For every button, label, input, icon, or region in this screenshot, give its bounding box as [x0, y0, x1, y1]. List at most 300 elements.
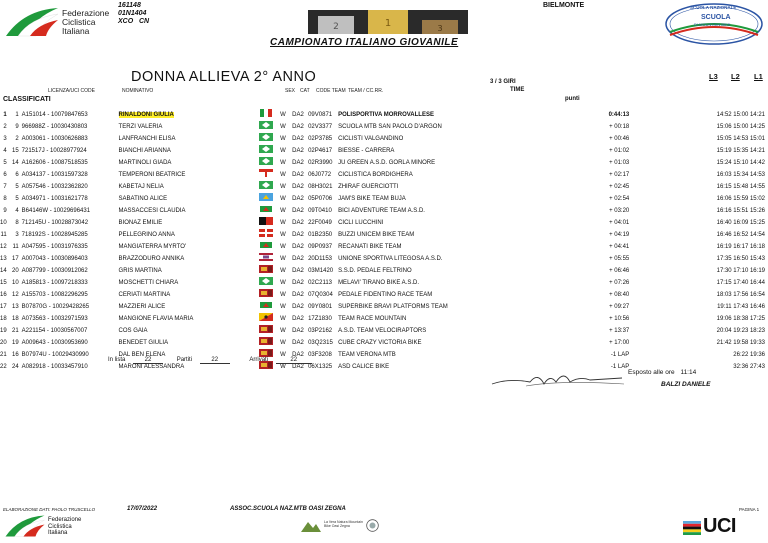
region-flag-icon	[259, 145, 273, 157]
position-cell: 7	[3, 183, 7, 190]
footer-fci-line-2: Ciclistica	[48, 523, 72, 530]
team-cell: BICI ADVENTURE TEAM A.S.D.	[338, 207, 425, 214]
table-row	[0, 265, 768, 277]
race-codes	[118, 2, 149, 26]
bib-cell: 6	[15, 171, 19, 178]
cat-cell: DA2	[292, 363, 304, 370]
time-cell: + 10:56	[609, 315, 630, 322]
licence-cell: A155703 - 10082296295	[21, 291, 88, 298]
cat-cell: DA2	[292, 123, 304, 130]
athlete-name: MARTINOLI GIADA	[118, 159, 172, 166]
licence-cell: B07974U - 10029430990	[21, 351, 89, 358]
time-cell: + 06:46	[609, 267, 630, 274]
bib-cell: 11	[12, 243, 19, 250]
position-cell: 12	[0, 243, 7, 250]
licence-cell: A221154 - 10030567007	[21, 327, 88, 334]
laps-cell: 15:05 14:53 15:01	[716, 135, 765, 142]
cat-cell: DA2	[292, 243, 304, 250]
athlete-name: PELLEGRINO ANNA	[118, 231, 175, 238]
table-row	[0, 229, 768, 241]
laps-cell: 16:46 16:52 14:54	[716, 231, 765, 238]
oasi-zegna-logo	[300, 519, 380, 539]
uci-logo	[683, 515, 765, 538]
flag-cell	[259, 241, 280, 253]
time-cell: -1 LAP	[610, 351, 630, 358]
lap-header-l3: L3	[709, 72, 718, 81]
region-flag-icon	[259, 217, 273, 229]
flag-cell	[259, 109, 280, 121]
sex-cell: W	[280, 159, 286, 166]
mountain-icon	[300, 519, 322, 533]
athlete-name: MOSCHETTI CHIARA	[118, 279, 179, 286]
time-label: TIME	[510, 87, 525, 93]
bib-cell: 13	[11, 303, 19, 310]
sex-cell: W	[280, 219, 286, 226]
name-cell	[119, 109, 260, 121]
footer-fci-line-1: Federazione	[48, 517, 82, 523]
name-cell	[119, 169, 260, 181]
licence-cell: B64146W - 10029696431	[21, 207, 91, 214]
svg-text:1: 1	[384, 18, 392, 29]
name-cell	[119, 145, 260, 157]
region-flag-icon	[259, 277, 273, 289]
table-row	[0, 121, 768, 133]
time-cell: + 07:26	[609, 279, 630, 286]
flag-cell	[259, 217, 280, 229]
fci-flag-mark-icon	[4, 6, 60, 38]
sex-cell: W	[280, 327, 286, 334]
bib-cell: 14	[11, 159, 19, 166]
team-code-cell: 06X1325	[308, 363, 333, 370]
team-code-cell: 17Z1830	[308, 315, 332, 322]
athlete-name: CERIATI MARTINA	[118, 291, 171, 298]
team-code-cell: 02R3990	[308, 159, 333, 166]
sex-cell: W	[280, 351, 286, 358]
team-cell: UNIONE SPORTIVA LITEGOSA A.S.D.	[338, 255, 443, 262]
team-cell: CUBE CRAZY VICTORIA BIKE	[338, 339, 422, 346]
bib-cell: 10	[11, 279, 19, 286]
round-seal-icon	[366, 519, 379, 532]
scuola-logo	[664, 2, 764, 46]
time-cell: + 02:45	[609, 183, 630, 190]
region-flag-icon	[259, 289, 273, 301]
sex-cell: W	[280, 183, 286, 190]
time-cell: + 04:41	[609, 243, 630, 250]
table-row	[0, 289, 768, 301]
fci-line-1: Federazione	[62, 8, 110, 18]
position-cell: 3	[3, 135, 7, 142]
sex-cell: W	[280, 195, 286, 202]
sex-cell: W	[280, 291, 286, 298]
time-cell: + 17:00	[609, 339, 630, 346]
time-cell: + 13:37	[609, 327, 630, 334]
position-cell: 4	[3, 147, 7, 154]
position-cell: 13	[0, 255, 7, 262]
athlete-name: MAZZIERI ALICE	[118, 303, 166, 310]
cat-cell: DA2	[292, 135, 304, 142]
footer-date: 17/07/2022	[127, 506, 158, 512]
bib-cell: 20	[11, 267, 19, 274]
cat-cell: DA2	[292, 279, 304, 286]
position-cell: 20	[0, 339, 7, 346]
position-cell: 5	[3, 159, 7, 166]
team-code-cell: 03Q2315	[308, 339, 333, 346]
bib-cell: 2	[15, 135, 19, 142]
cat-cell: DA2	[292, 207, 304, 214]
time-cell: + 02:54	[609, 195, 630, 202]
team-code-cell: 22F0049	[308, 219, 332, 226]
flag-cell	[259, 181, 280, 193]
time-cell: + 09:27	[609, 303, 630, 310]
licence-cell: A082918 - 10033457910	[21, 363, 88, 370]
athlete-name: TEMPERONI BEATRICE	[118, 171, 186, 178]
cat-cell: DA2	[292, 219, 304, 226]
team-cell: SUPERBIKE BRAVI PLATFORMS TEAM	[338, 303, 448, 310]
athlete-name: BRAZZODURO ANNIKA	[118, 255, 185, 262]
sex-cell: W	[280, 339, 286, 346]
name-cell	[119, 121, 260, 133]
cat-cell: DA2	[292, 351, 304, 358]
laps-cell: 17:30 17:10 16:19	[716, 267, 765, 274]
table-row	[0, 313, 768, 325]
licence-cell: A162606 - 10087518535	[21, 159, 88, 166]
team-cell: CICLISTICA BORDIGHERA	[338, 171, 413, 178]
time-cell: + 02:17	[609, 171, 630, 178]
laps-cell: 16:16 15:51 15:26	[716, 207, 765, 214]
laps-cell: 16:06 15:59 15:02	[716, 195, 765, 202]
flag-cell	[259, 313, 280, 325]
name-cell	[119, 193, 260, 205]
team-cell: RECANATI BIKE TEAM	[338, 243, 402, 250]
table-row	[0, 181, 768, 193]
region-flag-icon	[259, 241, 273, 253]
col-name: NOMINATIVO	[122, 88, 154, 94]
laps-cell: 16:03 15:34 14:53	[716, 171, 765, 178]
athlete-name: SABATINO ALICE	[118, 195, 168, 202]
licence-cell: A073563 - 10032971593	[21, 315, 88, 322]
team-cell: ZHIRAF GUERCIOTTI	[338, 183, 399, 190]
in-lista-value: 22	[133, 357, 163, 364]
flag-cell	[259, 337, 280, 349]
region-flag-icon	[259, 229, 273, 241]
laps-cell: 16:40 16:09 15:25	[716, 219, 765, 226]
region-flag-icon	[259, 313, 273, 325]
name-cell	[119, 181, 260, 193]
position-cell: 6	[3, 171, 7, 178]
athlete-name: DAL BEN ELENA	[118, 351, 166, 358]
team-cell: ASD CALICE BIKE	[338, 363, 390, 370]
cat-cell: DA2	[292, 327, 304, 334]
bib-cell: 1	[15, 111, 19, 118]
bib-cell: 5	[15, 195, 19, 202]
name-cell	[119, 157, 260, 169]
laps-label: 3 / 3 GIRI	[490, 79, 516, 85]
flag-cell	[259, 169, 280, 181]
flag-cell	[259, 289, 280, 301]
signature-image	[490, 368, 628, 390]
uci-text: UCI	[703, 515, 736, 537]
flag-cell	[259, 145, 280, 157]
table-row	[0, 337, 768, 349]
bib-cell: 12	[11, 291, 19, 298]
partiti-value: 22	[200, 357, 230, 364]
laps-cell: 16:15 15:48 14:55	[716, 183, 765, 190]
team-cell: CICLISTI VALGANDINO	[338, 135, 404, 142]
region-flag-icon	[259, 133, 273, 145]
name-cell	[119, 325, 260, 337]
sex-cell: W	[280, 255, 286, 262]
col-sex: SEX	[285, 88, 296, 94]
time-cell: + 05:55	[609, 255, 630, 262]
team-code-cell: 02V3377	[308, 123, 333, 130]
region-flag-icon	[259, 325, 273, 337]
laps-cell: 15:19 15:35 14:21	[716, 147, 765, 154]
flag-cell	[259, 133, 280, 145]
arrivati-value: 22	[276, 357, 312, 364]
position-cell: 22	[0, 363, 7, 370]
team-cell: BUZZI UNICEM BIKE TEAM	[338, 231, 415, 238]
col-team: TEAM / CC.RR.	[348, 88, 384, 94]
fci-flag-mark-small-icon	[4, 514, 46, 538]
fci-logo	[4, 6, 114, 40]
sex-cell: W	[280, 315, 286, 322]
fci-line-2: Ciclistica	[62, 17, 96, 27]
col-code: CODE TEAM	[316, 88, 346, 94]
athlete-name: RINALDONI GIULIA	[118, 111, 174, 118]
team-cell: PEDALE FIDENTINO RACE TEAM	[338, 291, 433, 298]
table-row	[0, 217, 768, 229]
licence-cell: 718192S - 10028945285	[21, 231, 88, 238]
licence-cell: A057546 - 10032362820	[21, 183, 88, 190]
oasi-zegna-text: La Vera Natura Mountain Bike Oasi Zegna	[324, 520, 363, 528]
laps-cell: 17:35 16:50 15:43	[716, 255, 765, 262]
position-cell: 16	[0, 291, 7, 298]
flag-cell	[259, 229, 280, 241]
cat-cell: DA2	[292, 111, 304, 118]
team-code-cell: 03M1420	[308, 267, 334, 274]
licence-cell: A007043 - 10030896403	[21, 255, 88, 262]
table-row	[0, 193, 768, 205]
team-code-cell: 08H3021	[308, 183, 333, 190]
athlete-name: BIONAZ EMILIE	[118, 219, 163, 226]
cat-cell: DA2	[292, 315, 304, 322]
bib-cell: 9	[15, 123, 19, 130]
licence-cell: B07870G - 10029428265	[21, 303, 90, 310]
sex-cell: W	[280, 279, 286, 286]
name-cell	[119, 289, 260, 301]
cat-cell: DA2	[292, 303, 304, 310]
col-cat: CAT	[300, 88, 310, 94]
table-row	[0, 109, 768, 121]
licence-cell: 721517J - 10028977924	[21, 147, 87, 154]
team-code-cell: 03F3208	[308, 351, 332, 358]
venue-name: BIELMONTE	[543, 2, 585, 9]
athlete-name: KABETAJ NELIA	[118, 183, 164, 190]
position-cell: 14	[0, 267, 7, 274]
laps-cell: 32:36 27:43	[733, 363, 765, 370]
time-cell: + 04:19	[609, 231, 630, 238]
athlete-name: BENEDET GIULIA	[118, 339, 169, 346]
svg-text:2: 2	[333, 22, 339, 32]
laps-cell: 16:19 16:17 16:18	[716, 243, 765, 250]
svg-text:3: 3	[437, 24, 443, 33]
table-row	[0, 301, 768, 313]
esposto-label: Esposto alle ore	[628, 369, 675, 376]
table-row	[0, 325, 768, 337]
name-cell	[119, 301, 260, 313]
time-cell: + 03:20	[609, 207, 630, 214]
sex-cell: W	[280, 135, 286, 142]
name-cell	[119, 241, 260, 253]
team-cell: MELAVI' TIRANO BIKE A.S.D.	[338, 279, 420, 286]
athlete-name: TERZI VALERIA	[118, 123, 163, 130]
team-cell: BIESSE - CARRERA	[338, 147, 395, 154]
cat-cell: DA2	[292, 255, 304, 262]
in-lista-label: In lista	[108, 357, 126, 363]
table-row	[0, 253, 768, 265]
table-row	[0, 241, 768, 253]
name-cell	[119, 337, 260, 349]
bib-cell: 4	[15, 207, 19, 214]
team-code-cell: 20D1153	[308, 255, 333, 262]
signer-name: BALZI DANIELE	[661, 381, 711, 388]
flag-cell	[259, 325, 280, 337]
table-row	[0, 133, 768, 145]
position-cell: 2	[3, 123, 7, 130]
region-flag-icon	[259, 193, 273, 205]
championship-title: CAMPIONATO ITALIANO GIOVANILE	[270, 37, 459, 48]
cat-cell: DA2	[292, 339, 304, 346]
podium-image	[308, 6, 468, 34]
team-cell: POLISPORTIVA MORROVALLESE	[338, 111, 434, 118]
laps-cell: 19:11 17:43 16:46	[717, 303, 765, 310]
sex-cell: W	[280, 207, 286, 214]
lap-header-l1: L1	[754, 72, 763, 81]
lap-header-l2: L2	[731, 72, 740, 81]
bib-cell: 21	[11, 327, 19, 334]
race-title: DONNA ALLIEVA 2° ANNO	[131, 69, 317, 85]
footer-page: PAGINA 1	[739, 507, 760, 512]
laps-cell: 21:42 19:58 19:33	[716, 339, 765, 346]
cat-cell: DA2	[292, 231, 304, 238]
region-flag-icon	[259, 253, 273, 265]
uci-rainbow-icon	[683, 521, 701, 535]
cat-cell: DA2	[292, 171, 304, 178]
licence-cell: A003061 - 10030626883	[21, 135, 88, 142]
licence-cell: 966988Z - 10030430803	[21, 123, 88, 130]
esposto-time: 11:14	[680, 369, 697, 376]
region-flag-icon	[259, 121, 273, 133]
region-flag-icon	[259, 109, 273, 121]
summary	[108, 357, 312, 364]
laps-cell: 15:24 15:10 14:42	[716, 159, 765, 166]
athlete-name: MANGIONE FLAVIA MARIA	[118, 315, 194, 322]
region-flag-icon	[259, 205, 273, 217]
flag-cell	[259, 253, 280, 265]
name-cell	[119, 229, 260, 241]
name-cell	[119, 277, 260, 289]
flag-cell	[259, 193, 280, 205]
table-row	[0, 205, 768, 217]
team-cell: TEAM RACE MOUNTAIN	[338, 315, 407, 322]
position-cell: 8	[3, 195, 7, 202]
team-code-cell: 06J0772	[308, 171, 332, 178]
licence-cell: A009643 - 10030953690	[21, 339, 88, 346]
bib-cell: 18	[11, 315, 19, 322]
athlete-name: GRIS MARTINA	[118, 267, 162, 274]
results-table	[0, 109, 768, 373]
licence-cell: A185813 - 10097218333	[21, 279, 88, 286]
table-row	[0, 277, 768, 289]
bib-cell: 3	[15, 231, 19, 238]
region-flag-icon	[259, 265, 273, 277]
table-row	[0, 169, 768, 181]
elaboration-credit: ELABORAZIONE DATI: PAOLO TRUSCELLO	[3, 507, 96, 512]
team-code-cell: 05P0706	[308, 195, 333, 202]
team-code-cell: 01B2350	[308, 231, 333, 238]
team-cell: TEAM VERONA MTB	[338, 351, 396, 358]
points-label: punti	[565, 96, 580, 102]
partiti-label: Partiti	[176, 357, 193, 363]
licence-cell: 712145U - 10028873042	[21, 219, 89, 226]
table-row	[0, 145, 768, 157]
esposto	[628, 369, 696, 376]
region-flag-icon	[259, 337, 273, 349]
cat-cell: DA2	[292, 291, 304, 298]
flag-cell	[259, 301, 280, 313]
flag-cell	[259, 121, 280, 133]
sex-cell: W	[280, 243, 286, 250]
bib-cell: 17	[11, 255, 19, 262]
cat-cell: DA2	[292, 159, 304, 166]
bib-cell: 24	[11, 363, 19, 370]
sex-cell: W	[280, 123, 286, 130]
laps-cell: 20:04 19:23 18:23	[716, 327, 765, 334]
region-flag-icon	[259, 181, 273, 193]
time-cell: + 00:18	[609, 123, 630, 130]
team-cell: CICLI LUCCHINI	[338, 219, 384, 226]
team-cell: JAM'S BIKE TEAM BUJA	[338, 195, 406, 202]
bib-cell: 8	[15, 219, 19, 226]
position-cell: 17	[0, 303, 7, 310]
laps-cell: 15:06 15:00 14:25	[716, 123, 765, 130]
table-row	[0, 157, 768, 169]
team-cell: JU GREEN A.S.D. GORLA MINORE	[338, 159, 436, 166]
team-code-cell: 09P0937	[308, 243, 333, 250]
licence-cell: A087799 - 10030912062	[21, 267, 88, 274]
flag-cell	[259, 205, 280, 217]
time-cell: 0:44:13	[608, 111, 630, 118]
cat-cell: DA2	[292, 267, 304, 274]
team-code-cell: 09V0871	[308, 111, 333, 118]
name-cell	[119, 217, 260, 229]
position-cell: 10	[0, 219, 7, 226]
name-cell	[119, 205, 260, 217]
position-cell: 15	[0, 279, 7, 286]
team-code-cell: 02P3785	[308, 135, 333, 142]
position-cell: 18	[0, 315, 7, 322]
licence-cell: A034971 - 10031621778	[21, 195, 88, 202]
licence-cell: A151014 - 10079847653	[21, 111, 88, 118]
time-cell: + 01:02	[609, 147, 630, 154]
position-cell: 19	[0, 327, 7, 334]
athlete-name: COS GAIA	[118, 327, 148, 334]
bib-cell: 16	[11, 351, 19, 358]
team-code-cell: 09Y0801	[308, 303, 333, 310]
team-code-cell: 09T0410	[308, 207, 332, 214]
race-code-1: 161148	[118, 2, 141, 9]
sex-cell: W	[280, 171, 286, 178]
